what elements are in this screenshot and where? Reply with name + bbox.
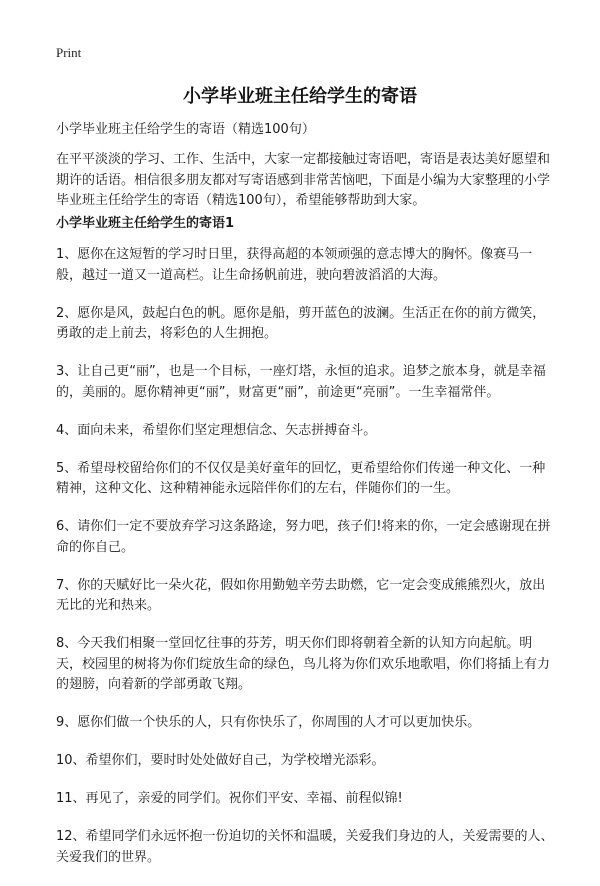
message-item: 8、今天我们相聚一堂回忆往事的芬芳，明天你们即将朝着全新的认知方向起航。明天，校园里的树将为你们绽放生命的绿色，鸟儿将为你们欢乐地歌唱，你们将插上有力的翅膀，向着新的学部勇敢飞翔。 (56, 636, 551, 692)
message-item: 2、愿你是风，鼓起白色的帆。愿你是船，剪开蓝色的波澜。生活正在你的前方微笑，勇敢的走上前去，将彩色的人生拥抱。 (56, 305, 546, 341)
message-item: 7、你的天赋好比一朵火花，假如你用勤勉辛劳去助燃，它一定会变成熊熊烈火，放出无比的光和热来。 (56, 577, 546, 613)
message-item: 9、愿你们做一个快乐的人，只有你快乐了，你周围的人才可以更加快乐。 (56, 715, 481, 730)
message-item: 5、希望母校留给你们的不仅仅是美好童年的回忆，更希望给你们传递一种文化、一种精神，这种文化、这种精神能永远陪伴你们的左右，伴随你们的一生。 (56, 460, 546, 496)
message-item: 4、面向未来，希望你们坚定理想信念、矢志拼搏奋斗。 (56, 422, 377, 438)
intro-paragraph: 在平平淡淡的学习、工作、生活中，大家一定都接触过寄语吧，寄语是表达美好愿望和期许的话语。相信很多朋友都对写寄语感到非常苦恼吧，下面是小编为大家整理的小学毕业班主任给学生的寄语（精选100句），希望能够帮助到大家。 (56, 152, 551, 208)
message-item: 10、希望你们，要时时处处做好自己，为学校增光添彩。 (56, 753, 385, 768)
message-item: 3、让自己更“丽”，也是一个目标，一座灯塔，永恒的追求。追梦之旅本身，就是幸福的，美丽的。愿你精神更“丽”，财富更“丽”，前途更“亮丽”。一生幸福常伴。 (56, 364, 546, 400)
message-item: 6、请你们一定不要放弃学习这条路途，努力吧，孩子们!将来的你，一定会感谢现在拼命的你自己。 (56, 519, 551, 555)
article-subtitle: 小学毕业班主任给学生的寄语（精选100句） (56, 122, 315, 137)
message-item: 12、希望同学们永远怀抱一份迫切的关怀和温暖，关爱我们身边的人，关爱需要的人、关爱我们的世界。 (56, 829, 554, 865)
page-title: 小学毕业班主任给学生的寄语 (183, 86, 417, 107)
section-heading: 小学毕业班主任给学生的寄语1 (56, 216, 235, 231)
print-link[interactable]: Print (56, 45, 82, 60)
message-item: 1、愿你在这短暂的学习时日里，获得高超的本领顽强的意志博大的胸怀。像赛马一般，越过一道又一道高栏。让生命扬帆前进，驶向碧波滔滔的大海。 (56, 247, 533, 283)
message-item: 11、再见了，亲爱的同学们。祝你们平安、幸福、前程似锦! (56, 791, 403, 806)
message-list (56, 245, 556, 886)
